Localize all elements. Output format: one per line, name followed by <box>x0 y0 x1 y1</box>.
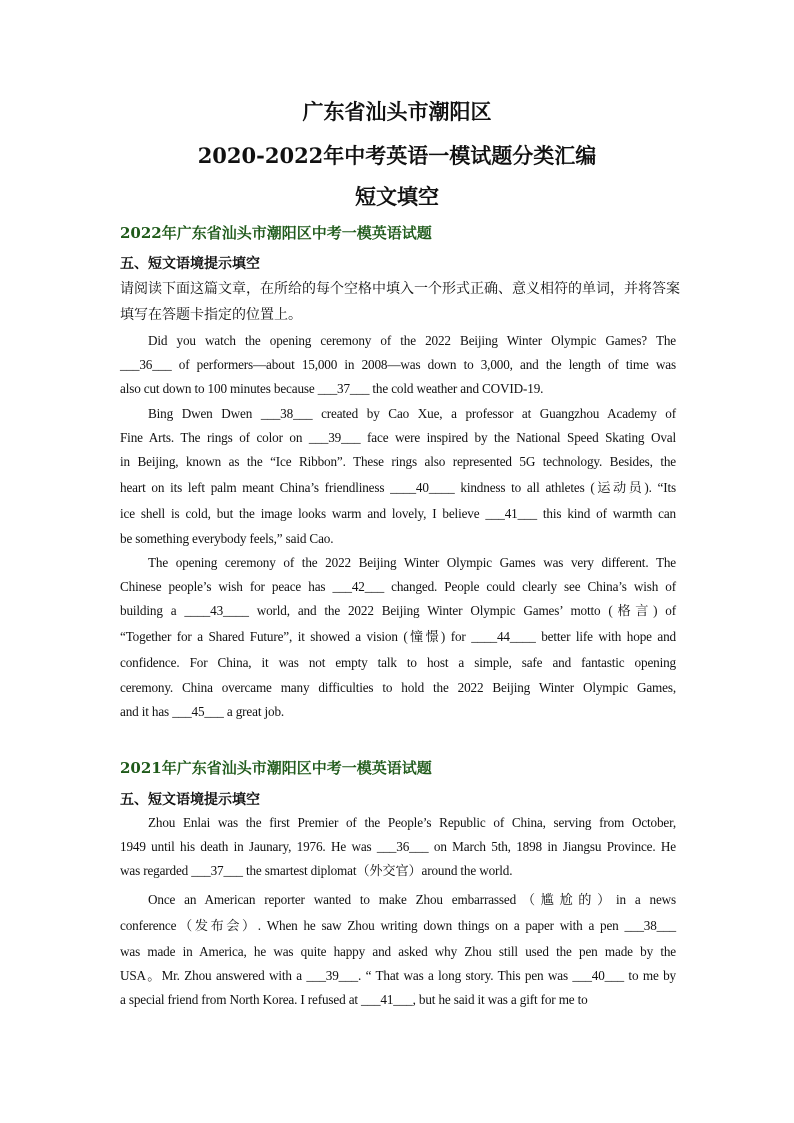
passage-line: building a ____43____ world, and the 2022 Beijing Winter Olympic Games’ motto (格言) of <box>120 603 676 619</box>
passage-line: Fine Arts. The rings of color on ___39___ face were inspired by the National Speed Skating Oval <box>120 429 676 445</box>
passage-line: conference（发布会）. When he saw Zhou writing down things on a paper with a pen ___38___ <box>120 917 676 933</box>
passage-line: The opening ceremony of the 2022 Beijing Winter Olympic Games was very different. The <box>148 554 676 570</box>
part-heading-2022: 五、短文语境提示填空 <box>120 256 260 272</box>
passage-2022 <box>120 329 676 724</box>
passage-line: was regarded ___37___ the smartest diplomat（外交官）around the world. <box>120 863 513 879</box>
passage-line: in Beijing, known as the “Ice Ribbon”. These rings also represented 5G technology. Besides, the <box>120 453 676 469</box>
passage-line: heart on its left palm meant China’s friendliness ____40____ kindness to all athletes (运动员). “Its <box>120 480 676 496</box>
passage-line: ___36___ of performers—about 15,000 in 2008—was down to 3,000, and the length of time was <box>120 357 676 373</box>
passage-line: Chinese people’s wish for peace has ___42___ changed. People could clearly see China’s wish of <box>120 578 676 594</box>
passage-line: Did you watch the opening ceremony of the 2022 Beijing Winter Olympic Games? The <box>148 333 676 348</box>
passage-line: Zhou Enlai was the first Premier of the People’s Republic of China, serving from October, <box>148 815 676 830</box>
passage-line: Once an American reporter wanted to make Zhou embarrassed（尴尬的）in a news <box>148 891 676 907</box>
passage-2021 <box>120 811 676 1013</box>
passage-line: USA。Mr. Zhou answered with a ___39___. “ That was a long story. This pen was ___40___ to me by <box>120 968 676 984</box>
part-heading-2021: 五、短文语境提示填空 <box>120 792 260 808</box>
instructions: 请阅读下面这篇文章，在所给的每个空格中填入一个形式正确、意义相符的单词，并将答案填写在答题卡指定的位置上。 <box>120 281 680 323</box>
passage-line: and it has ___45___ a great job. <box>120 703 285 719</box>
section-heading-2022: 2022年广东省汕头市潮阳区中考一模英语试题 <box>120 224 432 242</box>
passage-line: was made in America, he was quite happy and asked why Zhou still used the pen made by the <box>120 943 676 959</box>
doc-title-region: 广东省汕头市潮阳区 <box>302 99 492 124</box>
passage-line: ice shell is cold, but the image looks warm and lovely, I believe ___41___ this kind of warmth can <box>120 506 676 522</box>
passage-line: ceremony. China overcame many difficulties to hold the 2022 Beijing Winter Olympic Games, <box>120 679 676 695</box>
passage-line: confidence. For China, it was not empty talk to host a simple, safe and fantastic opening <box>120 655 676 671</box>
passage-line: Bing Dwen Dwen ___38___ created by Cao Xue, a professor at Guangzhou Academy of <box>148 405 676 421</box>
section-heading-2021: 2021年广东省汕头市潮阳区中考一模英语试题 <box>120 759 432 777</box>
doc-title-main: 2020-2022年中考英语一模试题分类汇编 <box>197 143 597 168</box>
passage-line: 1949 until his death in Jaunary, 1976. He was ___36___ on March 5th, 1898 in Jiangsu Province. He <box>120 839 676 855</box>
passage-line: be something everybody feels,” said Cao. <box>120 530 334 546</box>
doc-title-topic: 短文填空 <box>355 184 439 209</box>
passage-line: also cut down to 100 minutes because ___37___ the cold weather and COVID-19. <box>120 381 544 397</box>
passage-line: “Together for a Shared Future”, it showed a vision (憧憬) for ____44____ better life with hope and <box>120 629 676 645</box>
passage-line: a special friend from North Korea. I refused at ___41___, but he said it was a gift for me to <box>120 992 588 1008</box>
